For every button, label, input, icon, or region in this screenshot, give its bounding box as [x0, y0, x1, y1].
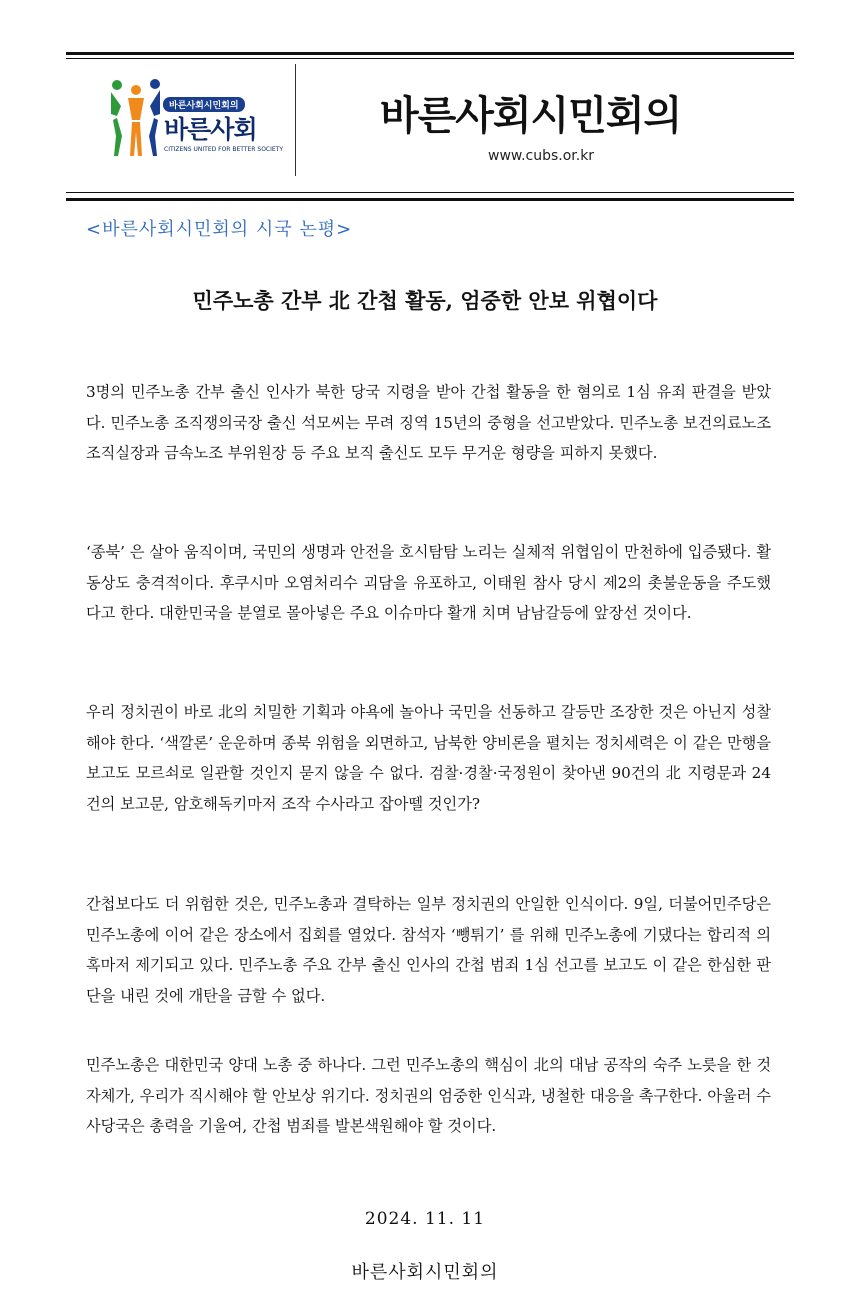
category-label: <바른사회시민회의 시국 논평> [86, 219, 353, 240]
body-paragraph-1: 3명의 민주노총 간부 출신 인사가 북한 당국 지령을 받아 간첩 활동을 한 혐의로 1심 유죄 판결을 받았다. 민주노총 조직쟁의국장 출신 석모씨는 무려 징역 15년의 중형을 선고받았다. 민주노총 보건의료노조 조직실장과 금속노조 부위원장 등 주요 보직 출신도 모두 무거운 형량을 피하지 못했다. [86, 383, 771, 462]
header-top-rule [66, 52, 794, 55]
page-title: 민주노총 간부 北 간첩 활동, 엄중한 안보 위협이다 [192, 288, 658, 313]
publish-date: 2024. 11. 11 [364, 1209, 486, 1229]
body-paragraph-3: 우리 정치권이 바로 北의 치밀한 기획과 야욕에 놀아나 국민을 선동하고 갈등만 조장한 것은 아닌지 성찰해야 한다. ‘색깔론’ 운운하며 종북 위험을 외면하고, 남북한 양비론을 펼치는 정치세력은 이 같은 만행을 보고도 모르쇠로 일관할 것인지 묻지 않을 수 없다. 검찰·경찰·국정원이 찾아낸 90건의 北 지령문과 24건의 보고문, 암호해독키마저 조작 수사라고 잡아뗄 것인가? [86, 703, 771, 813]
header-divider [295, 64, 296, 176]
header-bottom-rule [66, 198, 794, 201]
org-name-heading: 바른사회시민회의 [380, 93, 682, 139]
signature: 바른사회시민회의 [351, 1262, 499, 1283]
header-top-rule-thin [66, 58, 794, 59]
header-bottom-rule-thin [66, 192, 794, 193]
body-paragraph-4: 간첩보다도 더 위험한 것은, 민주노총과 결탁하는 일부 정치권의 안일한 인식이다. 9일, 더불어민주당은 민주노총에 이어 같은 장소에서 집회를 열었다. 참석자 ‘뺑튀기’ 를 위해 민주노총에 기댔다는 합리적 의혹마저 제기되고 있다. 민주노총 주요 간부 출신 인사의 간첩 범죄 1심 선고를 보고도 이 같은 한심한 판단을 내린 것에 개탄을 금할 수 없다. [86, 895, 771, 1005]
logo-name: 바른사회 [164, 115, 257, 144]
logo-small-label: 바른사회시민회의 [163, 97, 245, 112]
logo-english-name: CITIZENS UNITED FOR BETTER SOCIETY [164, 146, 283, 153]
body-paragraph-5: 민주노총은 대한민국 양대 노총 중 하나다. 그런 민주노총의 핵심이 北의 대남 공작의 숙주 노릇을 한 것 자체가, 우리가 직시해야 할 안보상 위기다. 정치권의 엄중한 인식과, 냉철한 대응을 촉구한다. 아울러 수사당국은 총력을 기울여, 간첩 범죄를 발본색원해야 할 것이다. [86, 1056, 771, 1135]
org-url[interactable]: www.cubs.or.kr [488, 148, 595, 164]
body-paragraph-2: ‘종북’ 은 살아 움직이며, 국민의 생명과 안전을 호시탐탐 노리는 실체적 위협임이 만천하에 입증됐다. 활동상도 충격적이다. 후쿠시마 오염처리수 괴담을 유포하고, 이태원 참사 당시 제2의 촛불운동을 주도했다고 한다. 대한민국을 분열로 몰아넣은 주요 이슈마다 활개 치며 남남갈등에 앞장선 것이다. [86, 543, 771, 622]
people-figures-icon [108, 76, 164, 162]
org-logo [108, 76, 283, 162]
